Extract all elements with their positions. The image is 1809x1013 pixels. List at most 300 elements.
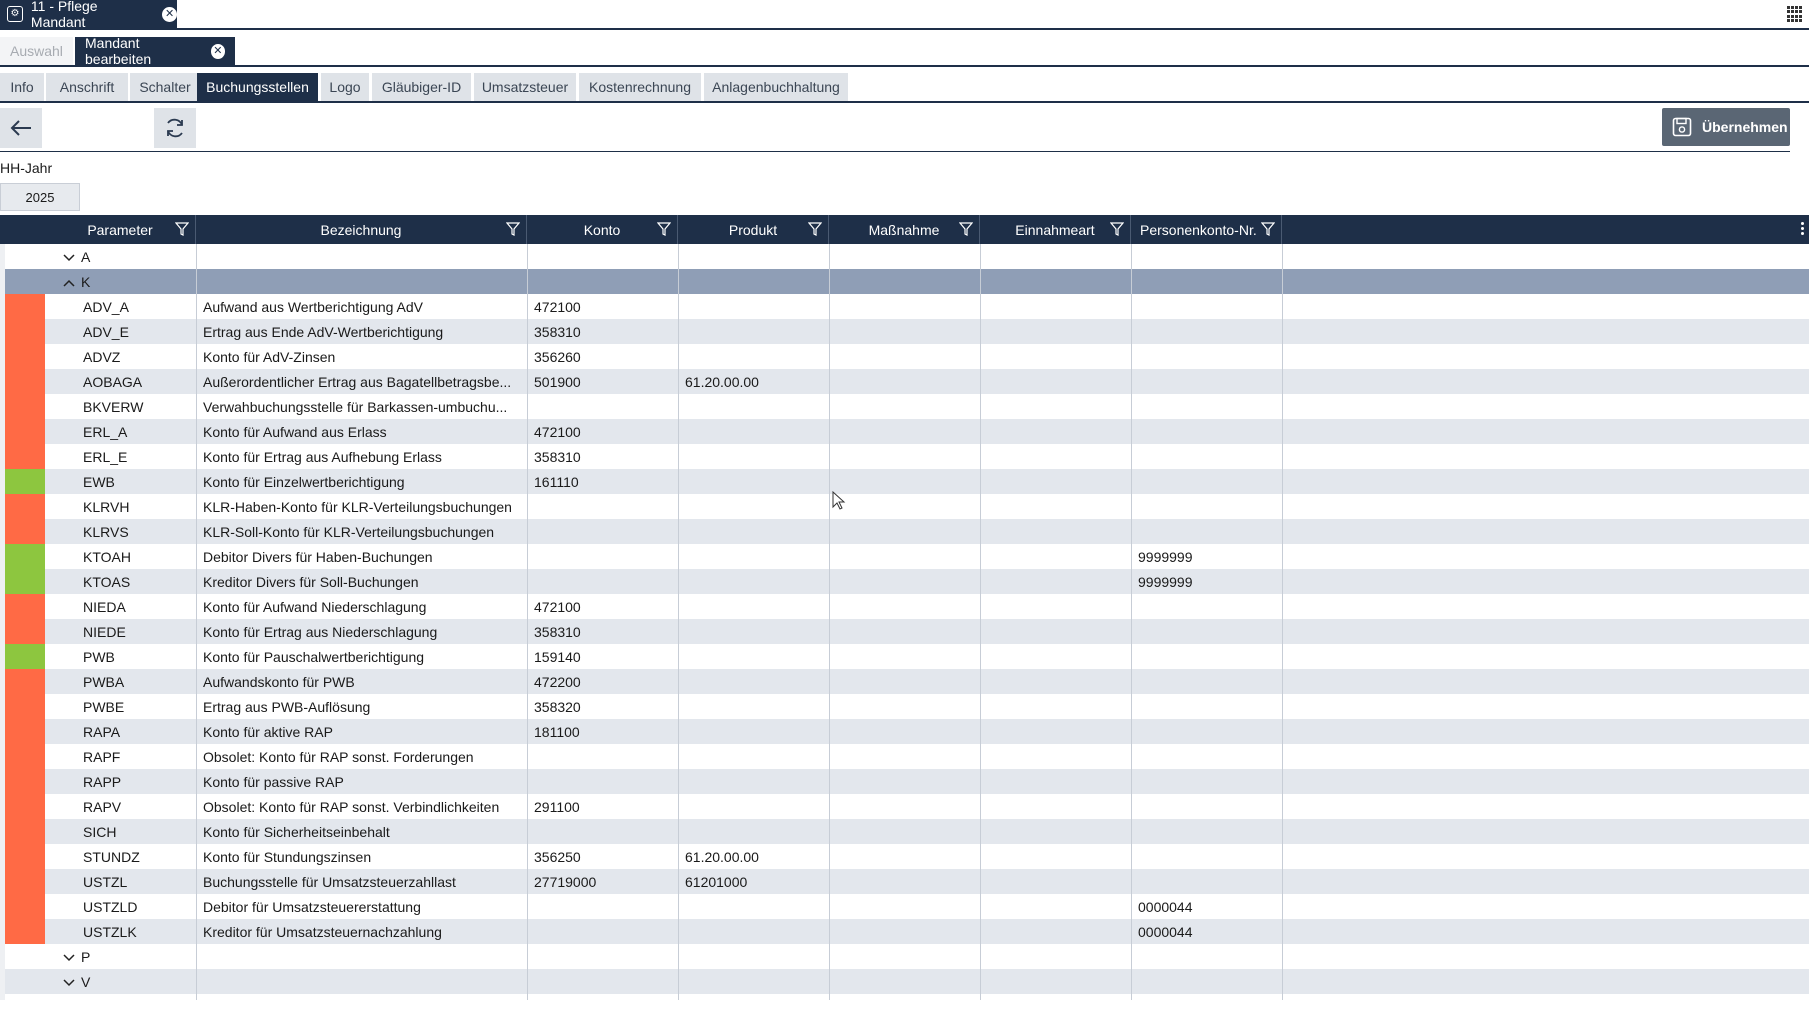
cell-produkt [678, 444, 829, 469]
filter-icon[interactable] [959, 222, 973, 236]
cell-personenkonto [1131, 344, 1282, 369]
status-marker [5, 544, 45, 569]
column-menu-icon[interactable] [1801, 222, 1805, 237]
cell-produkt [678, 569, 829, 594]
cell-massnahme [829, 519, 980, 544]
table-row[interactable] [5, 569, 1809, 594]
group-label: P [81, 948, 91, 965]
chevron-down-icon[interactable] [63, 974, 75, 990]
app-icon: ⚙ [7, 6, 23, 22]
cell-konto: 358310 [534, 448, 581, 465]
col-header-einnahmeart[interactable] [980, 215, 1131, 244]
cell-bezeichnung: Konto für passive RAP [203, 773, 344, 790]
cell-einnahmeart [980, 419, 1131, 444]
cell-konto: 291100 [534, 798, 580, 815]
cell-produkt [678, 819, 829, 844]
cell-konto [527, 544, 678, 569]
cell-produkt [678, 519, 829, 544]
tab-buchungsstellen[interactable]: Buchungsstellen [197, 73, 318, 101]
group-row[interactable] [5, 269, 1809, 294]
table-row[interactable] [5, 494, 1809, 519]
col-header-bezeichnung-label: Bezeichnung [320, 221, 402, 238]
group-row[interactable] [5, 244, 1809, 269]
status-marker [5, 669, 45, 694]
cell-konto: 472100 [534, 423, 581, 440]
cell-bezeichnung: Konto für Pauschalwertberichtigung [203, 648, 425, 665]
cell-produkt: 61.20.00.00 [685, 373, 759, 390]
table-row[interactable] [5, 844, 1809, 869]
cell-bezeichnung: Kreditor Divers für Soll-Buchungen [203, 573, 419, 590]
cell-produkt [678, 494, 829, 519]
cell-bezeichnung: Debitor Divers für Haben-Buchungen [203, 548, 433, 565]
status-marker [5, 719, 45, 744]
cell-massnahme [829, 844, 980, 869]
cell-parameter: USTZLD [83, 898, 138, 915]
cell-produkt: 61201000 [685, 873, 748, 890]
col-header-konto[interactable] [527, 215, 678, 244]
cell-bezeichnung: Obsolet: Konto für RAP sonst. Verbindlichkeiten [203, 798, 500, 815]
tab-anlagenbuchhaltung[interactable]: Anlagenbuchhaltung [704, 73, 848, 101]
table-row[interactable] [5, 644, 1809, 669]
col-header-bezeichnung[interactable] [196, 215, 527, 244]
cell-einnahmeart [980, 594, 1131, 619]
tab-umsatzsteuer[interactable]: Umsatzsteuer [474, 73, 576, 101]
cell-personenkonto: 9999999 [1138, 548, 1193, 565]
cell-personenkonto [1131, 819, 1282, 844]
table-row[interactable] [5, 294, 1809, 319]
cell-einnahmeart [980, 344, 1131, 369]
cell-bezeichnung: Buchungsstelle für Umsatzsteuerzahllast [203, 873, 456, 890]
cell-parameter: KLRVH [83, 498, 130, 515]
cell-parameter: RAPA [83, 723, 121, 740]
status-marker [5, 469, 45, 494]
cell-massnahme [829, 544, 980, 569]
cell-massnahme [829, 719, 980, 744]
cell-massnahme [829, 794, 980, 819]
cell-konto: 472200 [534, 673, 581, 690]
cell-konto [527, 894, 678, 919]
status-marker [5, 919, 45, 944]
tab-schalter[interactable]: Schalter [130, 73, 200, 101]
cell-einnahmeart [980, 544, 1131, 569]
window-tab[interactable] [0, 0, 177, 28]
cell-personenkonto [1131, 519, 1282, 544]
cell-bezeichnung: Konto für Stundungszinsen [203, 848, 372, 865]
group-cell [56, 969, 196, 994]
cell-personenkonto [1131, 294, 1282, 319]
cell-massnahme [829, 644, 980, 669]
cell-bezeichnung: KLR-Haben-Konto für KLR-Verteilungsbuchungen [203, 498, 512, 515]
close-subtab-icon[interactable]: ✕ [211, 44, 225, 59]
cell-massnahme [829, 319, 980, 344]
cell-konto: 27719000 [534, 873, 597, 890]
cell-massnahme [829, 419, 980, 444]
cell-bezeichnung: Konto für Aufwand Niederschlagung [203, 598, 427, 615]
cell-massnahme [829, 469, 980, 494]
cell-parameter: KTOAH [83, 548, 131, 565]
group-row[interactable] [5, 969, 1809, 994]
cell-produkt [678, 794, 829, 819]
cell-parameter: PWB [83, 648, 115, 665]
cell-produkt [678, 769, 829, 794]
status-marker [5, 419, 45, 444]
cell-parameter: ADV_A [83, 298, 129, 315]
cell-massnahme [829, 444, 980, 469]
year-label: HH-Jahr [0, 160, 53, 176]
filter-icon[interactable] [175, 222, 189, 236]
col-header-personenkonto-label: Personenkonto-Nr. [1140, 221, 1257, 238]
cell-massnahme [829, 569, 980, 594]
cell-produkt [678, 469, 829, 494]
cell-produkt [678, 294, 829, 319]
grid-header [0, 215, 1809, 244]
filter-icon[interactable] [1261, 222, 1275, 236]
cell-massnahme [829, 619, 980, 644]
cell-produkt [678, 344, 829, 369]
table-row[interactable] [5, 344, 1809, 369]
col-header-massnahme[interactable] [829, 215, 980, 244]
cell-parameter: RAPP [83, 773, 122, 790]
cell-einnahmeart [980, 369, 1131, 394]
group-label: K [81, 273, 91, 290]
cell-personenkonto [1131, 419, 1282, 444]
cell-einnahmeart [980, 894, 1131, 919]
cell-konto [527, 519, 678, 544]
cell-massnahme [829, 344, 980, 369]
col-header-massnahme-label: Maßnahme [868, 221, 940, 238]
table-row[interactable] [5, 319, 1809, 344]
cell-produkt [678, 894, 829, 919]
cell-einnahmeart [980, 294, 1131, 319]
cell-parameter: KLRVS [83, 523, 129, 540]
cell-massnahme [829, 494, 980, 519]
column-divider [527, 244, 528, 1000]
cell-konto [527, 394, 678, 419]
close-window-tab-icon[interactable]: ✕ [162, 7, 177, 22]
status-marker [5, 844, 45, 869]
cell-bezeichnung: Konto für AdV-Zinsen [203, 348, 336, 365]
column-divider [829, 244, 830, 1000]
cell-einnahmeart [980, 694, 1131, 719]
cell-einnahmeart [980, 394, 1131, 419]
cell-personenkonto: 9999999 [1138, 573, 1193, 590]
status-marker [5, 794, 45, 819]
col-header-produkt-label: Produkt [728, 221, 778, 238]
cell-bezeichnung: Konto für Einzelwertberichtigung [203, 473, 405, 490]
cell-einnahmeart [980, 569, 1131, 594]
cell-konto [527, 769, 678, 794]
cell-produkt [678, 619, 829, 644]
apply-button[interactable] [1662, 108, 1790, 146]
window-tab-bar [0, 0, 1809, 30]
table-row[interactable] [5, 744, 1809, 769]
cell-massnahme [829, 394, 980, 419]
chevron-down-icon[interactable] [63, 949, 75, 965]
cell-produkt [678, 719, 829, 744]
table-row[interactable] [5, 719, 1809, 744]
status-marker [5, 344, 45, 369]
group-cell [56, 244, 196, 269]
table-row[interactable] [5, 694, 1809, 719]
cell-konto: 358310 [534, 623, 581, 640]
cell-konto: 159140 [534, 648, 581, 665]
status-marker [5, 394, 45, 419]
refresh-button[interactable] [154, 108, 196, 148]
cell-personenkonto [1131, 444, 1282, 469]
cell-parameter: RAPF [83, 748, 121, 765]
apply-button-label: Übernehmen [1702, 119, 1788, 135]
tab-info[interactable]: Info [0, 73, 44, 101]
cell-einnahmeart [980, 319, 1131, 344]
status-marker [5, 569, 45, 594]
year-field[interactable]: 2025 [0, 183, 80, 211]
refresh-icon [163, 116, 187, 140]
window-tab-title: 11 - Pflege Mandant [30, 0, 98, 30]
cell-konto [527, 569, 678, 594]
group-cell [56, 269, 196, 294]
table-row[interactable] [5, 794, 1809, 819]
sub-tab-bar [0, 37, 1809, 67]
cell-bezeichnung: Konto für Sicherheitseinbehalt [203, 823, 390, 840]
cell-massnahme [829, 744, 980, 769]
cell-produkt [678, 694, 829, 719]
cell-einnahmeart [980, 469, 1131, 494]
cell-parameter: BKVERW [83, 398, 144, 415]
status-marker [5, 819, 45, 844]
table-row[interactable] [5, 394, 1809, 419]
status-marker [5, 519, 45, 544]
cell-konto: 358320 [534, 698, 581, 715]
group-cell [56, 944, 196, 969]
cell-konto [527, 819, 678, 844]
cell-massnahme [829, 919, 980, 944]
tab-auswahl-label: Auswahl [10, 43, 63, 59]
cell-personenkonto [1131, 319, 1282, 344]
filter-icon[interactable] [808, 222, 822, 236]
cell-personenkonto [1131, 369, 1282, 394]
cell-personenkonto: 0000044 [1138, 898, 1193, 915]
cell-parameter: PWBA [83, 673, 125, 690]
cell-bezeichnung: KLR-Soll-Konto für KLR-Verteilungsbuchungen [203, 523, 495, 540]
chevron-down-icon[interactable] [63, 249, 75, 265]
cell-bezeichnung: Obsolet: Konto für RAP sonst. Forderungen [203, 748, 474, 765]
cell-parameter: STUNDZ [83, 848, 140, 865]
apps-grid-icon[interactable] [1787, 6, 1803, 22]
col-header-personenkonto[interactable] [1131, 215, 1282, 244]
status-marker [5, 319, 45, 344]
status-marker [5, 644, 45, 669]
cell-bezeichnung: Außerordentlicher Ertrag aus Bagatellbetragsbe... [203, 373, 512, 390]
table-row[interactable] [5, 469, 1809, 494]
cell-massnahme [829, 869, 980, 894]
cell-personenkonto [1131, 844, 1282, 869]
cell-konto: 356260 [534, 348, 581, 365]
column-divider [196, 244, 197, 1000]
cell-produkt: 61.20.00.00 [685, 848, 759, 865]
cell-personenkonto [1131, 744, 1282, 769]
status-marker [5, 744, 45, 769]
cell-personenkonto [1131, 769, 1282, 794]
table-row[interactable] [5, 894, 1809, 919]
cell-parameter: PWBE [83, 698, 125, 715]
cell-einnahmeart [980, 619, 1131, 644]
cell-produkt [678, 644, 829, 669]
cell-parameter: USTZLK [83, 923, 137, 940]
cell-konto: 161110 [534, 473, 579, 490]
section-tab-bar [0, 73, 1809, 103]
tab-glaeubiger-id[interactable]: Gläubiger-ID [372, 73, 471, 101]
status-marker [5, 444, 45, 469]
toolbar [0, 105, 1790, 152]
tab-auswahl[interactable] [0, 37, 73, 65]
table-row[interactable] [5, 544, 1809, 569]
table-row[interactable] [5, 444, 1809, 469]
grid-left-strip [0, 244, 5, 1000]
cell-bezeichnung: Ertrag aus PWB-Auflösung [203, 698, 371, 715]
cell-einnahmeart [980, 919, 1131, 944]
cell-personenkonto [1131, 719, 1282, 744]
cell-bezeichnung: Konto für Ertrag aus Aufhebung Erlass [203, 448, 442, 465]
cell-massnahme [829, 769, 980, 794]
table-row[interactable] [5, 369, 1809, 394]
cell-einnahmeart [980, 669, 1131, 694]
cell-einnahmeart [980, 444, 1131, 469]
status-marker [5, 294, 45, 319]
cell-produkt [678, 394, 829, 419]
cell-parameter: SICH [83, 823, 117, 840]
table-row[interactable] [5, 619, 1809, 644]
cell-einnahmeart [980, 869, 1131, 894]
cell-personenkonto [1131, 644, 1282, 669]
column-divider [678, 244, 679, 1000]
cell-konto [527, 744, 678, 769]
cell-konto: 181100 [534, 723, 580, 740]
table-row[interactable] [5, 869, 1809, 894]
cell-einnahmeart [980, 719, 1131, 744]
cell-produkt [678, 919, 829, 944]
cell-massnahme [829, 594, 980, 619]
cell-einnahmeart [980, 644, 1131, 669]
status-marker [5, 694, 45, 719]
cell-massnahme [829, 669, 980, 694]
cell-personenkonto [1131, 469, 1282, 494]
cell-einnahmeart [980, 794, 1131, 819]
cell-parameter: USTZL [83, 873, 128, 890]
cell-produkt [678, 319, 829, 344]
tab-logo[interactable]: Logo [321, 73, 369, 101]
cell-parameter: AOBAGA [83, 373, 143, 390]
cell-personenkonto [1131, 794, 1282, 819]
cell-personenkonto [1131, 669, 1282, 694]
cell-konto: 358310 [534, 323, 581, 340]
status-marker [5, 369, 45, 394]
status-marker [5, 619, 45, 644]
back-button[interactable] [0, 108, 42, 148]
filter-icon[interactable] [506, 222, 520, 236]
cell-einnahmeart [980, 519, 1131, 544]
cell-massnahme [829, 894, 980, 919]
column-divider [1131, 244, 1132, 1000]
table-row[interactable] [5, 669, 1809, 694]
cell-parameter: KTOAS [83, 573, 131, 590]
table-row[interactable] [5, 594, 1809, 619]
col-header-parameter[interactable] [45, 215, 196, 244]
cell-konto: 472100 [534, 598, 581, 615]
cell-konto: 356250 [534, 848, 581, 865]
cell-personenkonto [1131, 619, 1282, 644]
status-marker [5, 869, 45, 894]
save-icon [1672, 117, 1692, 137]
status-marker [5, 769, 45, 794]
cell-personenkonto [1131, 594, 1282, 619]
tab-kostenrechnung[interactable]: Kostenrechnung [579, 73, 701, 101]
table-row[interactable] [5, 919, 1809, 944]
filter-icon[interactable] [1110, 222, 1124, 236]
status-marker [5, 894, 45, 919]
filter-icon[interactable] [657, 222, 671, 236]
cell-personenkonto [1131, 869, 1282, 894]
cell-bezeichnung: Aufwand aus Wertberichtigung AdV [203, 298, 423, 315]
cell-einnahmeart [980, 744, 1131, 769]
cell-massnahme [829, 819, 980, 844]
cell-parameter: NIEDA [83, 598, 126, 615]
cell-bezeichnung: Debitor für Umsatzsteuererstattung [203, 898, 421, 915]
cell-bezeichnung: Verwahbuchungsstelle für Barkassen-umbuchu... [203, 398, 508, 415]
cell-parameter: NIEDE [83, 623, 126, 640]
table-row[interactable] [5, 769, 1809, 794]
cell-personenkonto [1131, 394, 1282, 419]
tab-anschrift[interactable]: Anschrift [46, 73, 128, 101]
col-header-produkt[interactable] [678, 215, 829, 244]
cell-einnahmeart [980, 769, 1131, 794]
mouse-cursor-icon [832, 491, 846, 511]
cell-parameter: EWB [83, 473, 115, 490]
chevron-up-icon[interactable] [63, 274, 75, 290]
tab-mandant-bearbeiten-label: Mandant bearbeiten [85, 35, 152, 67]
table-row[interactable] [5, 419, 1809, 444]
table-row[interactable] [5, 519, 1809, 544]
status-marker [5, 594, 45, 619]
cell-personenkonto [1131, 694, 1282, 719]
group-label: A [81, 248, 91, 265]
cell-konto [527, 919, 678, 944]
col-header-parameter-label: Parameter [87, 221, 153, 238]
cell-bezeichnung: Ertrag aus Ende AdV-Wertberichtigung [203, 323, 444, 340]
cell-produkt [678, 669, 829, 694]
cell-bezeichnung: Konto für Aufwand aus Erlass [203, 423, 387, 440]
cell-massnahme [829, 694, 980, 719]
col-header-einnahmeart-label: Einnahmeart [1015, 221, 1095, 238]
cell-parameter: ADV_E [83, 323, 129, 340]
cell-einnahmeart [980, 844, 1131, 869]
cell-bezeichnung: Konto für aktive RAP [203, 723, 333, 740]
cell-massnahme [829, 294, 980, 319]
cell-parameter: ERL_A [83, 423, 128, 440]
group-row[interactable] [5, 944, 1809, 969]
cell-konto: 472100 [534, 298, 581, 315]
status-marker [5, 494, 45, 519]
column-divider [980, 244, 981, 1000]
cell-personenkonto: 0000044 [1138, 923, 1193, 940]
cell-produkt [678, 419, 829, 444]
cell-einnahmeart [980, 819, 1131, 844]
cell-parameter: RAPV [83, 798, 122, 815]
table-row[interactable] [5, 819, 1809, 844]
cell-parameter: ERL_E [83, 448, 128, 465]
cell-produkt [678, 594, 829, 619]
tab-mandant-bearbeiten[interactable] [75, 37, 235, 65]
cell-bezeichnung: Aufwandskonto für PWB [203, 673, 355, 690]
